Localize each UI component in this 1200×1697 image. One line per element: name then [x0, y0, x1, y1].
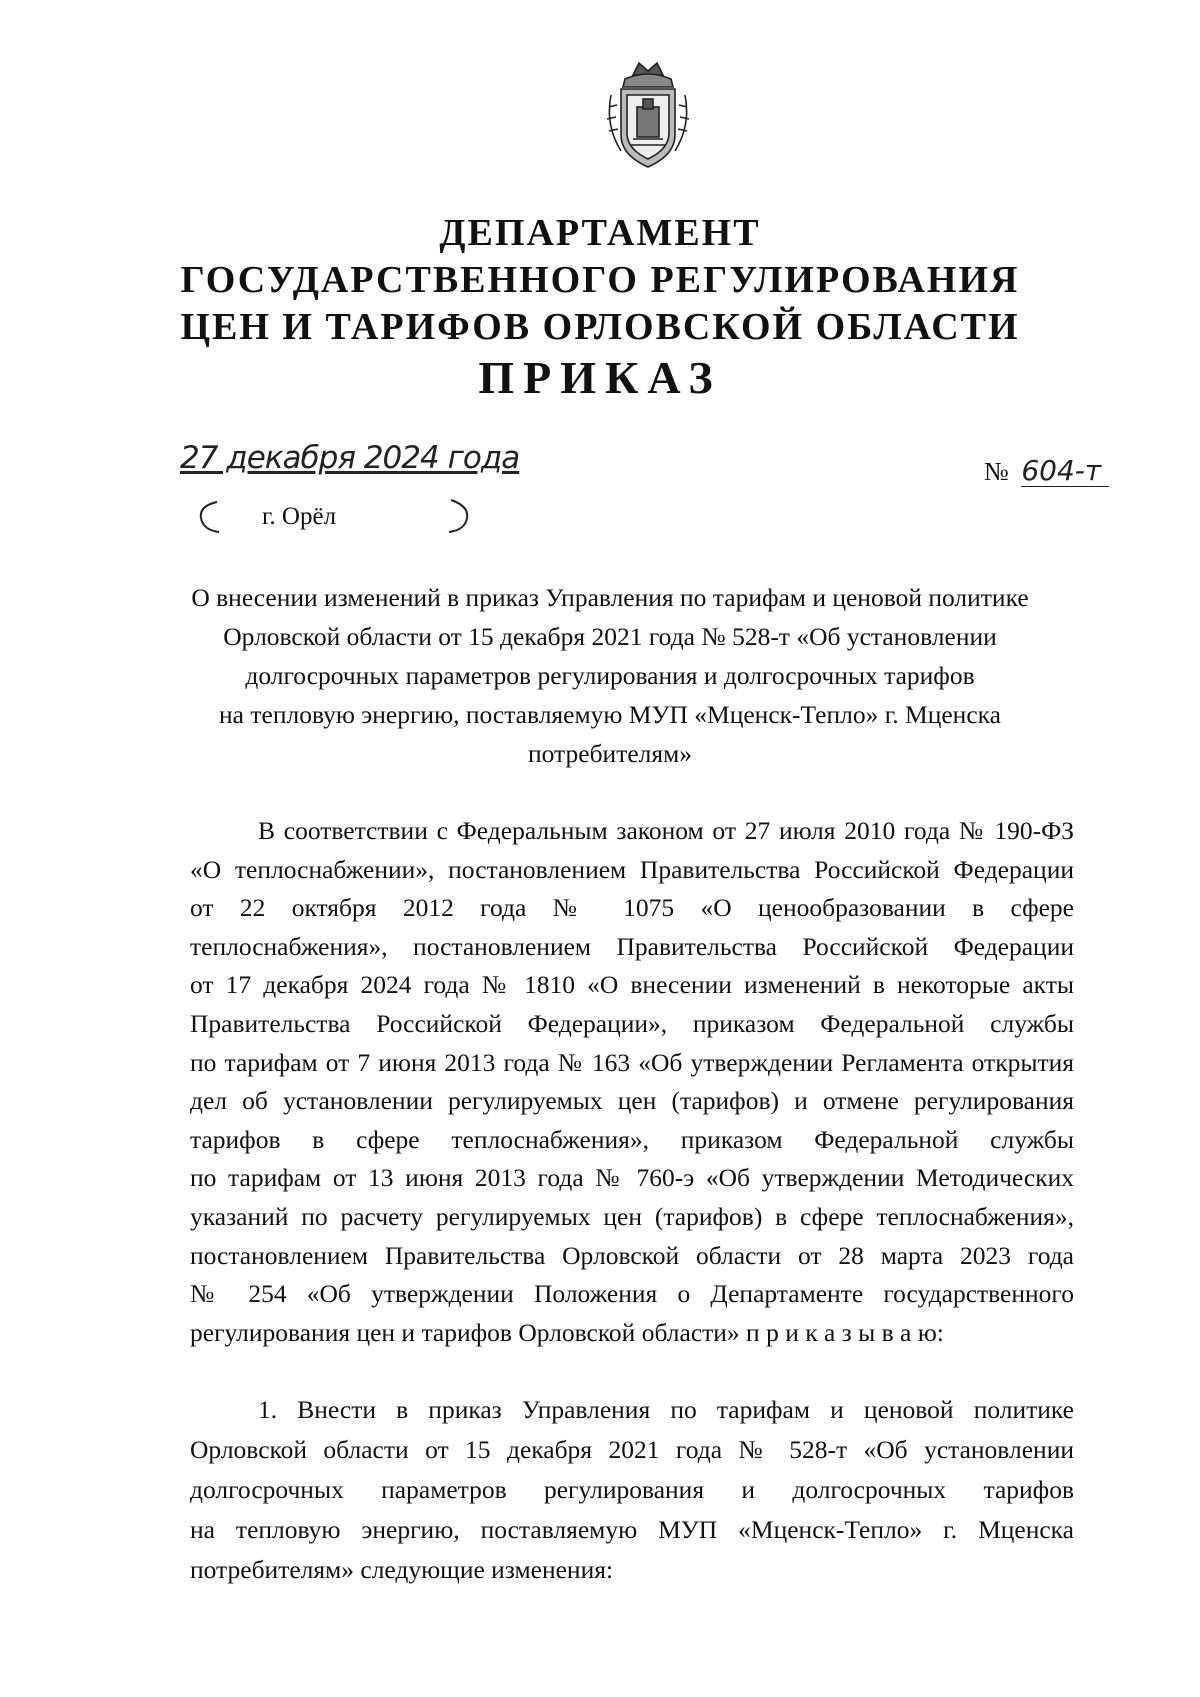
number-sign: № [984, 457, 1009, 486]
paragraph-line: долгосрочных параметров регулирования и долгосрочных тарифов [190, 1475, 1074, 1504]
paragraph-line: на тепловую энергию, поставляемую МУП «Мценск-Тепло» г. Мценска [190, 1515, 1074, 1544]
preamble-paragraph [190, 812, 1074, 1352]
paragraph-line: указаний по расчету регулируемых цен (тарифов) в сфере теплоснабжения», [190, 1201, 1074, 1231]
department-line: ГОСУДАРСТВЕННОГО РЕГУЛИРОВАНИЯ [180, 259, 1020, 301]
subject-line: на тепловую энергию, поставляемую МУП «Мценск-Тепло» г. Мценска [219, 700, 1001, 729]
order-number [984, 456, 1109, 487]
paragraph-line: по тарифам от 7 июня 2013 года № 163 «Об утверждении Регламента открытия [190, 1047, 1074, 1077]
department-name [150, 210, 1050, 351]
paragraph-line: В соответствии с Федеральным законом от 27 июля 2010 года № 190-ФЗ [258, 816, 1074, 845]
paragraph-line: регулирования цен и тарифов Орловской области» п р и к а з ы в а ю: [190, 1317, 944, 1347]
city-name: г. Орёл [262, 503, 337, 530]
item-1-paragraph [190, 1390, 1074, 1590]
coat-of-arms-emblem [603, 55, 693, 173]
subject-line: Орловской области от 15 декабря 2021 года № 528-т «Об установлении [223, 622, 997, 651]
department-line: ЦЕН И ТАРИФОВ ОРЛОВСКОЙ ОБЛАСТИ [180, 306, 1020, 348]
paragraph-line: «О теплоснабжении», постановлением Правительства Российской Федерации [190, 854, 1074, 884]
subject-line: потребителям» [527, 739, 692, 768]
paragraph-line: дел об установлении регулируемых цен (тарифов) и отмене регулирования [190, 1086, 1074, 1116]
paragraph-line: Орловской области от 15 декабря 2021 года № 528-т «Об установлении [190, 1435, 1074, 1464]
paragraph-line: постановлением Правительства Орловской области от 28 марта 2023 года [190, 1240, 1074, 1270]
paragraph-line: 1. Внести в приказ Управления по тарифам и ценовой политике [258, 1395, 1074, 1424]
paragraph-line: от 22 октября 2012 года № 1075 «О ценообразовании в сфере [190, 893, 1074, 923]
handwritten-date: 27 декабря 2024 года [180, 440, 520, 476]
left-bracket-mark [197, 500, 223, 534]
department-line: ДЕПАРТАМЕНТ [439, 212, 761, 254]
subject-line: О внесении изменений в приказ Управления по тарифам и ценовой политике [191, 583, 1029, 612]
document-type-title: ПРИКАЗ [478, 352, 722, 403]
paragraph-line: по тарифам от 13 июня 2013 года № 760-э «Об утверждении Методических [190, 1163, 1074, 1193]
paragraph-line: теплоснабжения», постановлением Правительства Российской Федерации [190, 931, 1074, 961]
paragraph-line: тарифов в сфере теплоснабжения», приказом Федеральной службы [190, 1124, 1074, 1154]
paragraph-line: потребителям» следующие изменения: [190, 1555, 614, 1584]
right-bracket-mark [445, 498, 471, 534]
handwritten-order-number: 604-т [1021, 456, 1109, 487]
order-subject [180, 578, 1040, 773]
paragraph-line: Правительства Российской Федерации», приказом Федеральной службы [190, 1008, 1074, 1038]
subject-line: долгосрочных параметров регулирования и долгосрочных тарифов [245, 661, 975, 690]
paragraph-line: № 254 «Об утверждении Положения о Департаменте государственного [190, 1279, 1074, 1309]
paragraph-line: от 17 декабря 2024 года № 1810 «О внесении изменений в некоторые акты [190, 970, 1074, 1000]
